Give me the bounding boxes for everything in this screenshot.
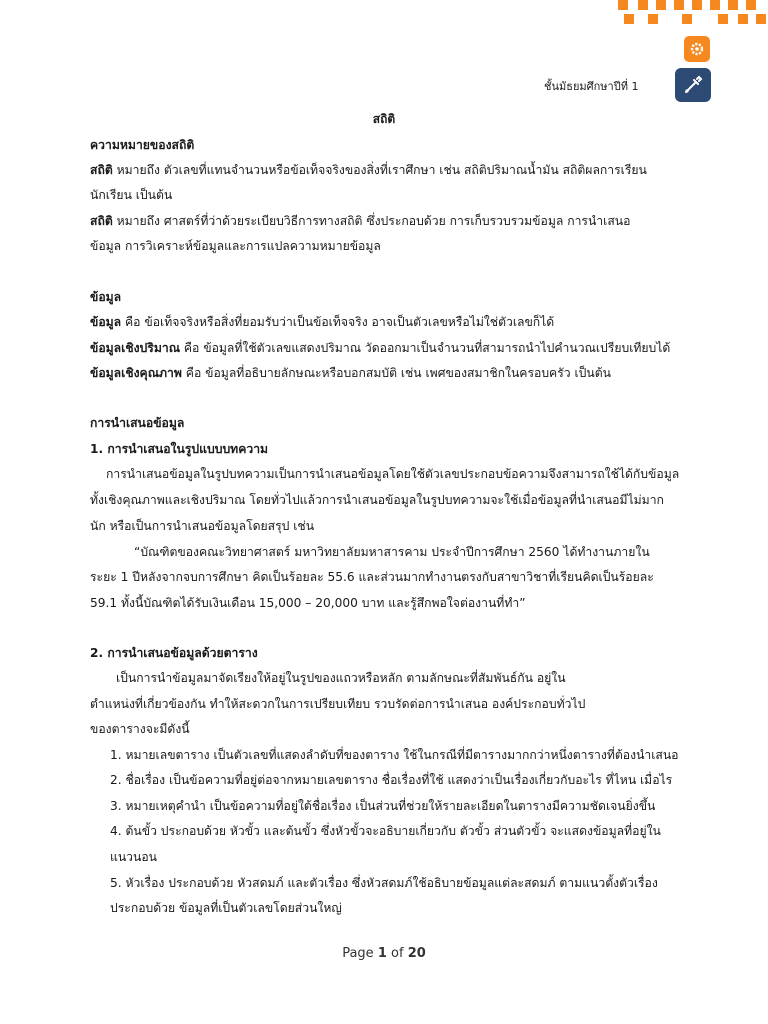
heading-statistics-meaning: ความหมายของสถิติ	[90, 138, 195, 152]
definition-1-line-2: นักเรียน เป็นต้น	[90, 188, 173, 202]
of-word: of	[391, 946, 404, 961]
page-title: สถิติ	[372, 112, 396, 126]
definition-2-line-2: ข้อมูล การวิเคราะห์ข้อมูลและการแปลความหมายข้อมูล	[90, 239, 381, 253]
table-para-line-1: เป็นการนำข้อมูลมาจัดเรียงให้อยู่ในรูปของแถวหรือหลัก ตามลักษณะที่สัมพันธ์กัน อยู่ใน	[116, 671, 566, 685]
list-item: 1. หมายเลขตาราง เป็นตัวเลขที่แสดงลำดับที่ของตาราง ใช้ในกรณีที่มีตารางมากกว่าหนึ่งตารางที่ต้องนำเสนอ	[110, 748, 679, 762]
definition-text: หมายถึง ตัวเลขที่แทนจำนวนหรือข้อเท็จจริงของสิ่งที่เราศึกษา เช่น สถิติปริมาณน้ำมัน สถิติผลการเรียน	[112, 163, 647, 177]
quote-line-2: ระยะ 1 ปีหลังจากจบการศึกษา คิดเป็นร้อยละ 55.6 และส่วนมากทำงานตรงกับสาขาวิชาที่เรียนคิดเป็นร้อยละ	[90, 570, 654, 584]
term: สถิติ	[90, 214, 113, 228]
subheading-article: 1. การนำเสนอในรูปแบบบทความ	[90, 442, 269, 456]
grade-label: ชั้นมัธยมศึกษาปีที่ 1	[544, 80, 639, 93]
gear-icon	[684, 36, 710, 62]
list-item: 5. หัวเรื่อง ประกอบด้วย หัวสดมภ์ และตัวเรื่อง ซึ่งหัวสดมภ์ใช้อธิบายข้อมูลแต่ละสดมภ์ ตามแนวตั้งตัวเรื่อง	[110, 876, 658, 890]
definition-text: คือ ข้อมูลที่ใช้ตัวเลขแสดงปริมาณ วัดออกมาเป็นจำนวนที่สามารถนำไปคำนวณเปรียบเทียบได้	[180, 341, 671, 355]
article-para-line-1: การนำเสนอข้อมูลในรูปบทความเป็นการนำเสนอข้อมูลโดยใช้ตัวเลขประกอบข้อความจึงสามารถใช้ได้กับข้อมูล	[106, 467, 680, 481]
subheading-table: 2. การนำเสนอข้อมูลด้วยตาราง	[90, 646, 258, 660]
term: ข้อมูล	[90, 315, 122, 329]
article-para-line-2: ทั้งเชิงคุณภาพและเชิงปริมาณ โดยทั่วไปแล้วการนำเสนอข้อมูลในรูปบทความจะใช้เมื่อข้อมูลที่นำเสนอมีไม่มาก	[90, 493, 664, 507]
page-word: Page	[342, 946, 374, 961]
term: สถิติ	[90, 163, 113, 177]
term: ข้อมูลเชิงปริมาณ	[90, 341, 181, 355]
table-para-line-3: ของตารางจะมีดังนี้	[90, 722, 190, 736]
pen-tool-icon	[675, 68, 711, 102]
list-item: 2. ชื่อเรื่อง เป็นข้อความที่อยู่ต่อจากหมายเลขตาราง ชื่อเรื่องที่ใช้ แสดงว่าเป็นเรื่องเกี่ยวกับอะไร ที่ไหน เมื่อไร	[110, 773, 673, 787]
quote-line-1: “บัณฑิตของคณะวิทยาศาสตร์ มหาวิทยาลัยมหาสารคาม ประจำปีการศึกษา 2560 ได้ทำงานภายใน	[134, 545, 650, 559]
list-item: ประกอบด้วย ข้อมูลที่เป็นตัวเลขโดยส่วนใหญ่	[110, 901, 342, 915]
term: ข้อมูลเชิงคุณภาพ	[90, 366, 182, 380]
quote-line-3: 59.1 ทั้งนี้บัณฑิตได้รับเงินเดือน 15,000 – 20,000 บาท และรู้สึกพอใจต่องานที่ทำ”	[90, 596, 526, 610]
table-para-line-2: ตำแหน่งที่เกี่ยวข้องกัน ทำให้สะดวกในการเปรียบเทียบ รวบรัดต่อการนำเสนอ องค์ประกอบทั่วไป	[90, 697, 586, 711]
total-pages: 20	[407, 946, 426, 961]
definition-text: คือ ข้อมูลที่อธิบายลักษณะหรือบอกสมบัติ เช่น เพศของสมาชิกในครอบครัว เป็นต้น	[181, 366, 611, 380]
heading-data: ข้อมูล	[90, 290, 122, 304]
heading-data-presentation: การนำเสนอข้อมูล	[90, 416, 185, 430]
definition-text: หมายถึง ศาสตร์ที่ว่าด้วยระเบียบวิธีการทางสถิติ ซึ่งประกอบด้วย การเก็บรวบรวมข้อมูล การนำเสนอ	[112, 214, 631, 228]
definition-text: คือ ข้อเท็จจริงหรือสิ่งที่ยอมรับว่าเป็นข้อเท็จจริง อาจเป็นตัวเลขหรือไม่ใช่ตัวเลขก็ได้	[121, 315, 555, 329]
definition-2-line-1	[90, 212, 630, 231]
current-page: 1	[377, 946, 387, 961]
definition-1-line-1	[90, 161, 647, 180]
page-number	[0, 946, 768, 961]
list-item: 3. หมายเหตุคำนำ เป็นข้อความที่อยู่ใต้ชื่อเรื่อง เป็นส่วนที่ช่วยให้รายละเอียดในตารางมีความชัดเจนยิ่งขึ้น	[110, 799, 656, 813]
article-para-line-3: นัก หรือเป็นการนำเสนอข้อมูลโดยสรุป เช่น	[90, 519, 315, 533]
data-definition	[90, 313, 554, 332]
header-decoration	[618, 0, 768, 30]
quantitative-definition	[90, 339, 670, 358]
list-item: 4. ต้นขั้ว ประกอบด้วย หัวขั้ว และต้นขั้ว ซึ่งหัวขั้วจะอธิบายเกี่ยวกับ ตัวขั้ว ส่วนตัวขั้ว จะแสดงข้อมูลที่อยู่ใน	[110, 824, 661, 838]
qualitative-definition	[90, 364, 611, 383]
list-item: แนวนอน	[110, 850, 158, 864]
